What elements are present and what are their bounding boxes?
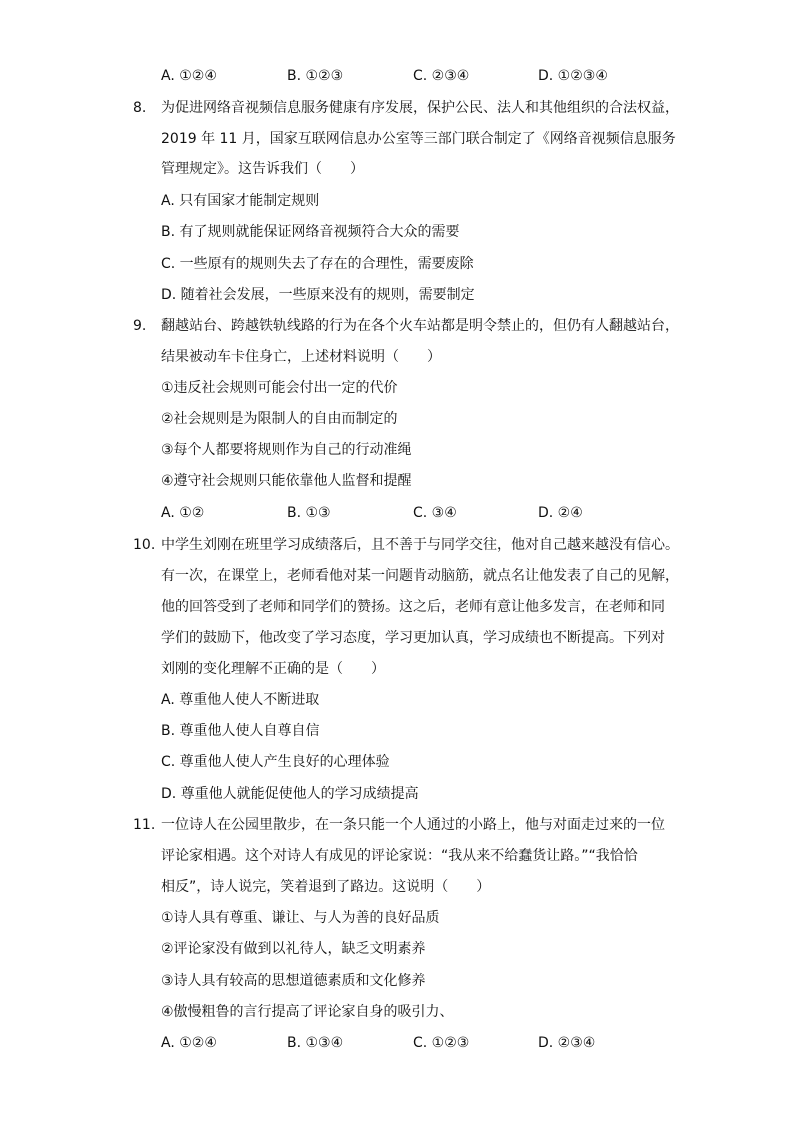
question-11-text-line: 评论家相遇。这个对诗人有成见的评论家说：“我从来不给蠢货让路。”“我恰恰: [161, 848, 638, 864]
question-8-text-line: 为促进网络音视频信息服务健康有序发展，保护公民、法人和其他组织的合法权益，: [161, 100, 679, 116]
question-9-text-line: 翻越站台、跨越铁轨线路的行为在各个火车站都是明令禁止的，但仍有人翻越站台，: [161, 318, 679, 334]
question-9-item-1: ①违反社会规则可能会付出一定的代价: [161, 380, 398, 396]
question-9-number: 9.: [133, 318, 147, 334]
question-8-text-line: 2019 年 11 月，国家互联网信息办公室等三部门联合制定了《网络音视频信息服务: [161, 131, 676, 147]
question-8-option-d: D. 随着社会发展，一些原来没有的规则，需要制定: [161, 287, 475, 303]
question-8-option-c: C. 一些原有的规则失去了存在的合理性，需要废除: [161, 256, 474, 272]
question-11-option-d: D. ②③④: [538, 1035, 596, 1051]
question-11-option-a: A. ①②④: [161, 1035, 217, 1051]
question-10-text-line: 学们的鼓励下，他改变了学习态度，学习更加认真，学习成绩也不断提高。下列对: [161, 630, 665, 646]
question-9-option-c: C. ③④: [413, 505, 457, 521]
question-10-text-line: 他的回答受到了老师和同学们的赞扬。这之后，老师有意让他多发言，在老师和同: [161, 599, 665, 615]
option-d: D. ①②③④: [538, 68, 608, 84]
option-a: A. ①②④: [161, 68, 217, 84]
question-11-option-b: B. ①③④: [287, 1035, 344, 1051]
question-11-text-line: 相反”，诗人说完，笑着退到了路边。这说明（ ）: [161, 879, 491, 895]
question-10-text-line: 有一次，在课堂上，老师看他对某一问题肯动脑筋，就点名让他发表了自己的见解，: [161, 568, 679, 584]
question-10-text-line: 刘刚的变化理解不正确的是（ ）: [161, 661, 385, 677]
question-11-item-3: ③诗人具有较高的思想道德素质和文化修养: [161, 973, 426, 989]
question-11-option-c: C. ①②③: [413, 1035, 470, 1051]
question-10-option-d: D. 尊重他人就能促使他人的学习成绩提高: [161, 786, 419, 802]
question-8-number: 8.: [133, 100, 147, 116]
question-10-option-a: A. 尊重他人使人不断进取: [161, 692, 320, 708]
question-11-number: 11.: [133, 817, 156, 833]
question-9-option-b: B. ①③: [287, 505, 331, 521]
question-10-option-c: C. 尊重他人使人产生良好的心理体验: [161, 754, 390, 770]
question-11-item-2: ②评论家没有做到以礼待人，缺乏文明素养: [161, 941, 426, 957]
question-8-option-a: A. 只有国家才能制定规则: [161, 193, 320, 209]
question-8-option-b: B. 有了规则就能保证网络音视频符合大众的需要: [161, 224, 460, 240]
question-11-text-line: 一位诗人在公园里散步，在一条只能一个人通过的小路上，他与对面走过来的一位: [161, 817, 665, 833]
question-9-option-d: D. ②④: [538, 505, 583, 521]
question-10-text-line: 中学生刘刚在班里学习成绩落后，且不善于与同学交往，他对自己越来越没有信心。: [161, 537, 679, 553]
question-10-number: 10.: [133, 537, 156, 553]
question-9-option-a: A. ①②: [161, 505, 205, 521]
question-10-option-b: B. 尊重他人使人自尊自信: [161, 723, 320, 739]
option-c: C. ②③④: [413, 68, 470, 84]
question-9-item-3: ③每个人都要将规则作为自己的行动准绳: [161, 442, 412, 458]
question-11-item-1: ①诗人具有尊重、谦让、与人为善的良好品质: [161, 910, 440, 926]
question-9-item-4: ④遵守社会规则只能依靠他人监督和提醒: [161, 473, 412, 489]
question-11-item-4: ④傲慢粗鲁的言行提高了评论家自身的吸引力、: [161, 1004, 454, 1020]
question-8-text-line: 管理规定》。这告诉我们（ ）: [161, 161, 364, 177]
question-9-item-2: ②社会规则是为限制人的自由而制定的: [161, 411, 398, 427]
question-9-text-line: 结果被动车卡住身亡，上述材料说明（ ）: [161, 349, 441, 365]
option-b: B. ①②③: [287, 68, 344, 84]
